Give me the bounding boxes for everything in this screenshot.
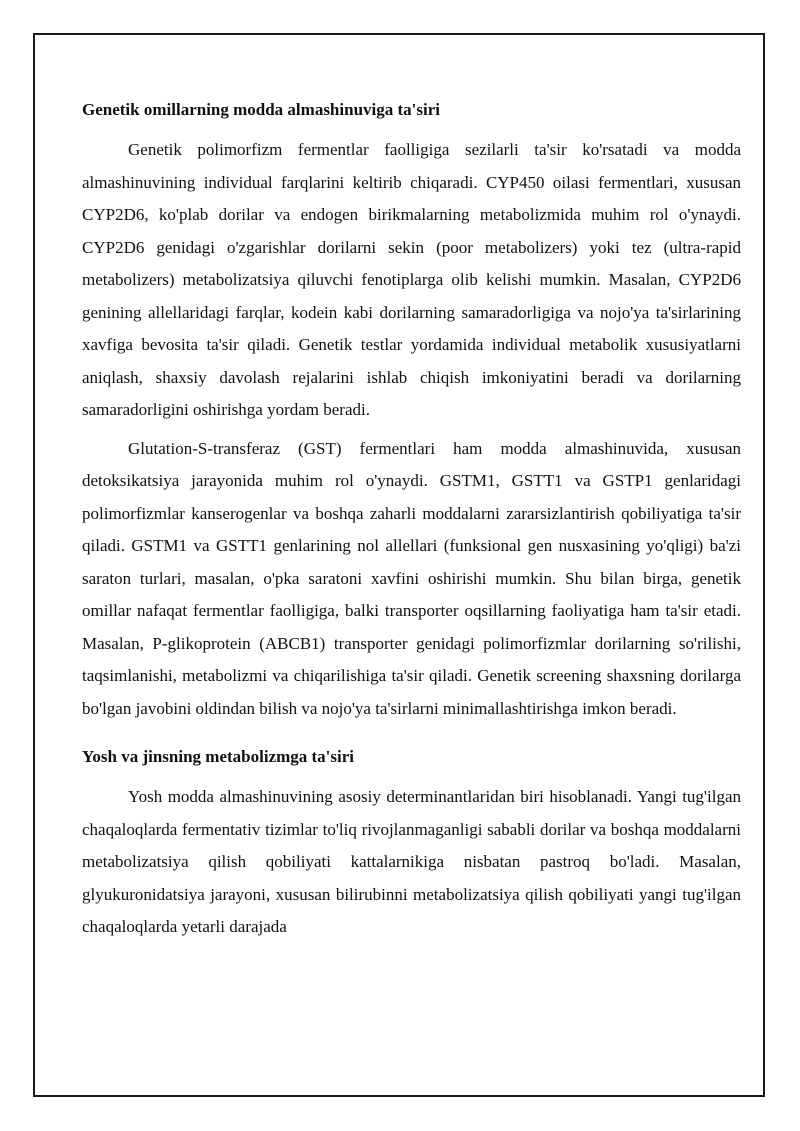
section-heading-genetic-factors: Genetik omillarning modda almashinuviga ta'siri xyxy=(82,100,440,119)
paragraph-genetic-polymorphism: Genetik polimorfizm fermentlar faolligiga sezilarli ta'sir ko'rsatadi va modda almashinuvining individual farqlarini keltirib chiqaradi. CYP450 oilasi fermentlari, xususan CYP2D6, ko'plab dorilar va endogen birikmalarning metabolizmida muhim rol o'ynaydi. CYP2D6 genidagi o'zgarishlar dorilarni sekin (poor metabolizers) yoki tez (ultra-rapid metabolizers) metabolizatsiya qiluvchi fenotiplarga olib kelishi mumkin. Masalan, CYP2D6 genining allellaridagi farqlar, kodein kabi dorilarning samaradorligiga va nojo'ya ta'sirlarining xavfiga bevosita ta'sir qiladi. Genetik testlar yordamida individual metabolik xususiyatlarni aniqlash, shaxsiy davolash rejalarini ishlab chiqish imkoniyatini beradi va dorilarning samaradorligini oshirishga yordam beradi. xyxy=(82,140,741,419)
paragraph-glutathione-transferase: Glutation-S-transferaz (GST) fermentlari ham modda almashinuvida, xususan detoksikatsiya jarayonida muhim rol o'ynaydi. GSTM1, GSTT1 va GSTP1 genlaridagi polimorfizmlar kanserogenlar va boshqa zaharli moddalarni zararsizlantirish qobiliyatiga ta'sir qiladi. GSTM1 va GSTT1 genlarining nol allellari (funksional gen nusxasining yo'qligi) ba'zi saraton turlari, masalan, o'pka saratoni xavfini oshirishi mumkin. Shu bilan birga, genetik omillar nafaqat fermentlar faolligiga, balki transporter oqsillarning faoliyatiga ham ta'sir etadi. Masalan, P-glikoprotein (ABCB1) transporter genidagi polimorfizmlar dorilarning so'rilishi, taqsimlanishi, metabolizmi va chiqarilishiga ta'sir qiladi. Genetik screening shaxsning dorilarga bo'lgan javobini oldindan bilish va nojo'ya ta'sirlarni minimallashtirishga imkon beradi. xyxy=(82,438,741,718)
document-body xyxy=(82,96,741,950)
section-heading-age-sex: Yosh va jinsning metabolizmga ta'siri xyxy=(82,747,355,766)
paragraph-age-metabolism: Yosh modda almashinuvining asosiy determinantlaridan biri hisoblanadi. Yangi tug'ilgan chaqaloqlarda fermentativ tizimlar to'liq rivojlanmaganligi sababli dorilar va boshqa moddalarni metabolizatsiya qilish qobiliyati kattalarnikiga nisbatan pastroq bo'ladi. Masalan, glyukuronidatsiya jarayoni, xususan bilirubinni metabolizatsiya qilish qobiliyati yangi tug'ilgan chaqaloqlarda yetarli darajada xyxy=(82,787,741,936)
